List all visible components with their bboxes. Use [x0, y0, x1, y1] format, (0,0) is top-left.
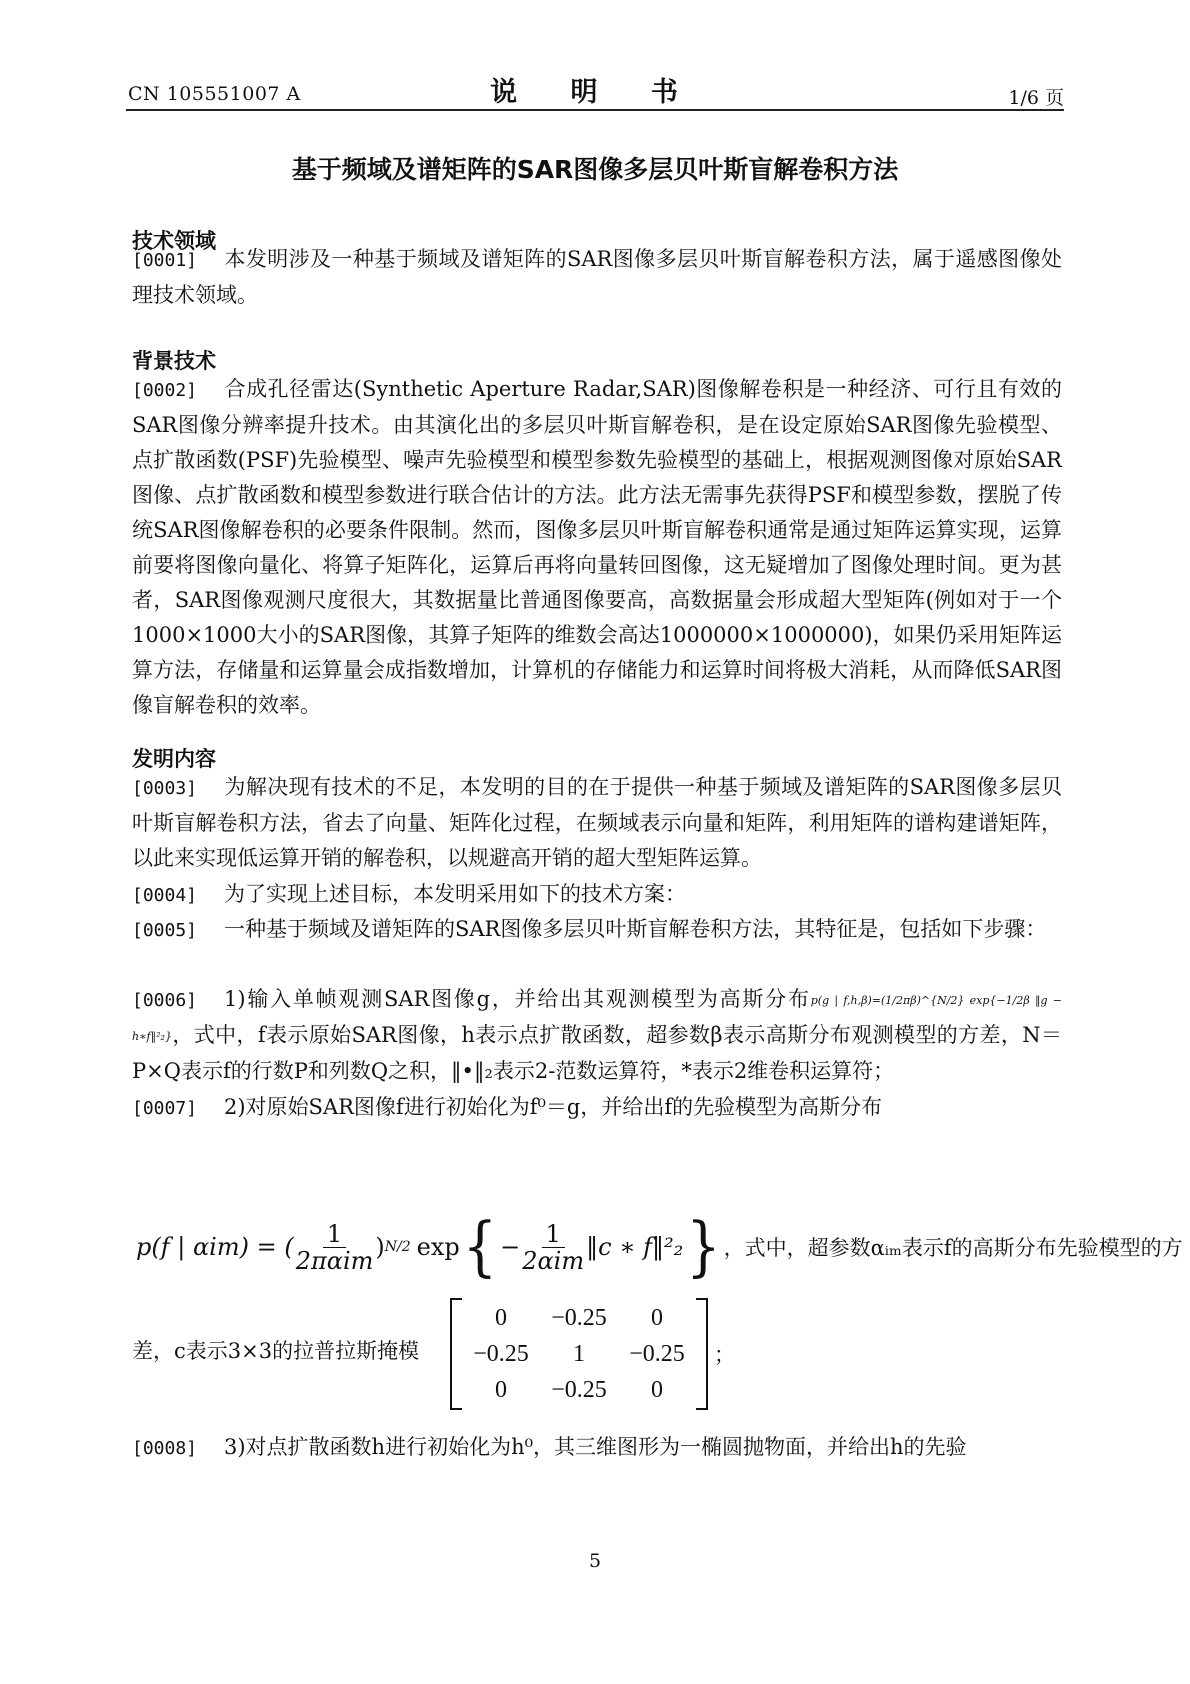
paragraph-text: 合成孔径雷达(Synthetic Aperture Radar,SAR)图像解卷积是一种经济、可行且有效的SAR图像分辨率提升技术。由其演化出的多层贝叶斯盲解卷积，是在设定原始SAR图像先验模型、点扩散函数(PSF)先验模型、噪声先验模型和模型参数先验模型的基础上，根据观测图像对原始SAR图像、点扩散函数和模型参数进行联合估计的方法。此方法无需事先获得PSF和模型参数，摆脱了传统SAR图像解卷积的必要条件限制。然而，图像多层贝叶斯盲解卷积通常是通过矩阵运算实现，运算前要将图像向量化、将算子矩阵化，运算后再将向量转回图像，这无疑增加了图像处理时间。更为甚者，SAR图像观测尺度很大，其数据量比普通图像要高，高数据量会形成超大型矩阵(例如对于一个1000×1000大小的SAR图像，其算子矩阵的维数会高达1000000×1000000)，如果仍采用矩阵运算方法，存储量和运算量会成指数增加，计算机的存储能力和运算时间将极大消耗，从而降低SAR图像盲解卷积的效率。	[132, 377, 1062, 717]
header-title: 说 明 书	[490, 77, 700, 108]
paragraph-text: 3)对点扩散函数h进行初始化为h⁰，其三维图形为一椭圆抛物面，并给出h的先验	[224, 1435, 967, 1459]
paragraph-0005	[132, 912, 1062, 948]
fraction-denominator: 2παim	[295, 1246, 374, 1275]
page-number: 5	[588, 1550, 602, 1572]
matrix-cell: −0.25	[629, 1340, 685, 1367]
paragraph-0003	[132, 770, 1062, 876]
paragraph-text: ，式中，f表示原始SAR图像，h表示点扩散函数，超参数β表示高斯分布观测模型的方差，N＝P×Q表示f的行数P和列数Q之积，‖•‖₂表示2-范数运算符，*表示2维卷积运算符；	[132, 1023, 1062, 1083]
equation-norm: ‖c ∗ f‖²₂	[586, 1233, 684, 1261]
paragraph-text: 为解决现有技术的不足，本发明的目的在于提供一种基于频域及谱矩阵的SAR图像多层贝叶斯盲解卷积方法，省去了向量、矩阵化过程，在频域表示向量和矩阵，利用矩阵的谱构建谱矩阵，以此来实现低运算开销的解卷积，以规避高开销的超大型矩阵运算。	[132, 775, 1062, 870]
paragraph-0004	[132, 877, 1062, 913]
fraction-denominator: 2αim	[522, 1246, 585, 1275]
paragraph-number: [0005]	[132, 920, 198, 941]
matrix-table	[462, 1300, 696, 1408]
paragraph-0008	[132, 1430, 1062, 1466]
matrix-cell: 1	[573, 1340, 585, 1367]
matrix-cell: 0	[651, 1376, 663, 1403]
header-rule	[126, 109, 1064, 111]
equation-fraction	[296, 1221, 374, 1274]
matrix-cell: 0	[651, 1304, 663, 1331]
paragraph-number: [0003]	[132, 778, 198, 799]
prior-model-equation: p(f | αim) = ( $\frac{1}{\text{2παim}}$ ) N/2 exp { − $\frac{1}{\text{2αim}}$ ‖c ∗ f‖²₂ } ，式中，超参数αᵢₘ表示f的高斯分布先验模型的方	[136, 1208, 1183, 1285]
matrix-row	[462, 1300, 696, 1336]
paragraph-0007	[132, 1090, 1062, 1126]
paragraph-text: 一种基于频域及谱矩阵的SAR图像多层贝叶斯盲解卷积方法，其特征是，包括如下步骤：	[224, 917, 1047, 941]
paragraph-text: 1)输入单帧观测SAR图像g，并给出其观测模型为高斯分布	[224, 987, 811, 1011]
laplacian-matrix	[450, 1298, 735, 1410]
paragraph-0006	[132, 982, 1062, 1089]
section-background: 背景技术	[132, 349, 216, 373]
paragraph-0001	[132, 242, 1062, 313]
equation-lhs: p(f | αim) = (	[136, 1233, 294, 1261]
page-of: 1/6 页	[1008, 87, 1064, 109]
fraction-numerator: 1	[542, 1221, 565, 1248]
left-brace: {	[462, 1208, 498, 1285]
matrix-left-bracket	[450, 1298, 462, 1410]
matrix-cell: 0	[495, 1304, 507, 1331]
paragraph-number: [0001]	[132, 250, 198, 271]
doc-number: CN 105551007 A	[128, 83, 301, 105]
paragraph-number: [0002]	[132, 380, 198, 401]
paragraph-number: [0008]	[132, 1438, 198, 1459]
matrix-cell: 0	[495, 1376, 507, 1403]
paragraph-number: [0006]	[132, 990, 198, 1011]
paragraph-number: [0007]	[132, 1098, 198, 1119]
right-brace: }	[686, 1208, 721, 1285]
paragraph-0002	[132, 372, 1062, 723]
exp-label: exp	[416, 1233, 460, 1261]
paragraph-text: 差，c表示3×3的拉普拉斯掩模	[132, 1339, 420, 1363]
paragraph-text: 本发明涉及一种基于频域及谱矩阵的SAR图像多层贝叶斯盲解卷积方法，属于遥感图像处理技术领域。	[132, 247, 1062, 307]
inner-fraction	[522, 1221, 584, 1274]
fraction-numerator: 1	[323, 1221, 346, 1248]
document-title: 基于频域及谱矩阵的SAR图像多层贝叶斯盲解卷积方法	[291, 155, 899, 184]
paragraph-text: ；	[714, 1343, 735, 1367]
paragraph-text: 为了实现上述目标，本发明采用如下的技术方案：	[224, 882, 686, 906]
matrix-cell: −0.25	[551, 1304, 607, 1331]
paragraph-text: 2)对原始SAR图像f进行初始化为f⁰＝g，并给出f的先验模型为高斯分布	[224, 1095, 883, 1119]
paragraph-number: [0004]	[132, 885, 198, 906]
matrix-cell: −0.25	[473, 1340, 529, 1367]
paragraph-text: ，式中，超参数αᵢₘ表示f的高斯分布先验模型的方	[723, 1236, 1183, 1260]
matrix-right-bracket	[696, 1298, 708, 1410]
observation-model-equation: p(g | f,h,β)=(1/2πβ)^{N/2} exp{−1/2β ‖g − h∗f‖²₂}	[132, 994, 1063, 1043]
section-invention: 发明内容	[132, 747, 216, 771]
matrix-cell: −0.25	[551, 1376, 607, 1403]
matrix-row	[462, 1336, 696, 1372]
section-tech-field: 技术领域	[132, 229, 216, 253]
equation-exponent: N/2	[384, 1239, 411, 1255]
matrix-row	[462, 1372, 696, 1408]
